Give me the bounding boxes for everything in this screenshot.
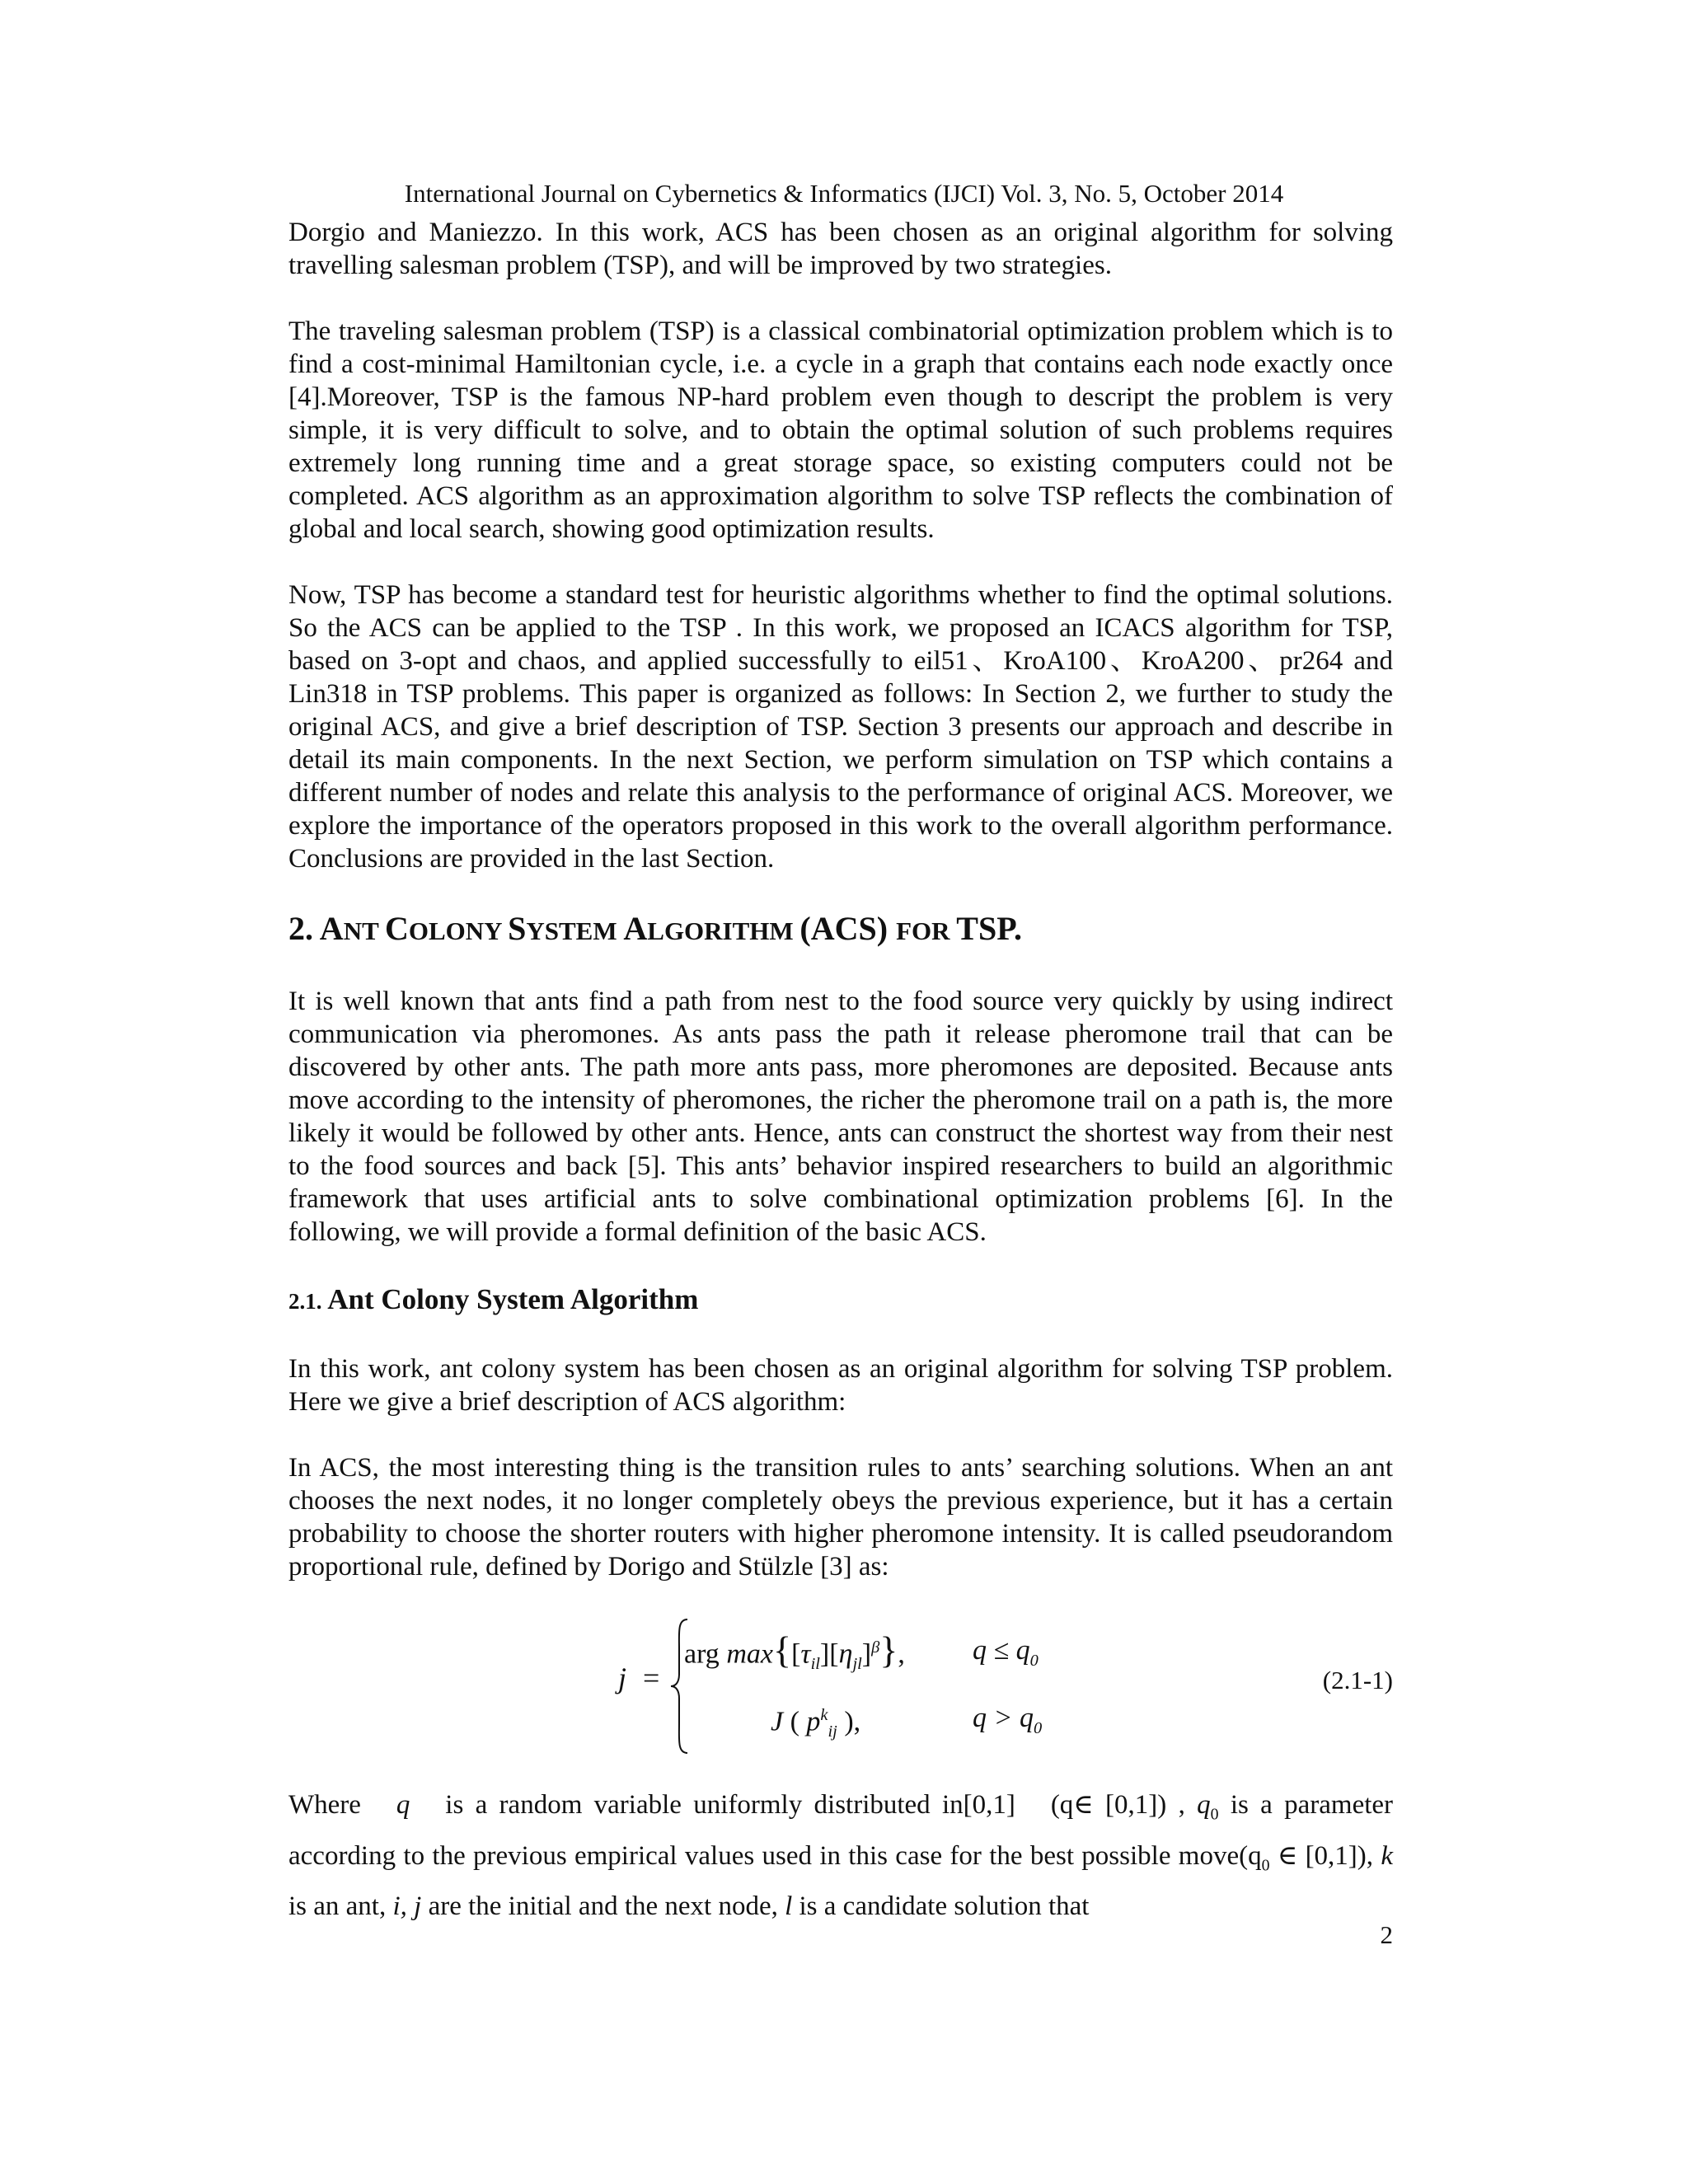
- paragraph-where-definitions: Where q is a random variable uniformly distributed in[0,1] (q∈ [0,1]) , $q_0$ is a parameter according to the previous empirical values used in this case for the best possible $move(q_0$ ∈ [0,1]), k is an ant, i, j are the initial and the next node, l is a candidate solution that: [288, 1790, 1394, 1922]
- section-number: 2.: [288, 910, 320, 947]
- text-run: is a candidate solution that: [799, 1891, 1090, 1922]
- body-content: [288, 216, 1393, 1927]
- running-header: International Journal on Cybernetics & Informatics (IJCI) Vol. 3, No. 5, October 2014: [404, 179, 1284, 208]
- page-number: 2: [1380, 1920, 1393, 1949]
- equation-equals: =: [643, 1661, 660, 1694]
- subsection-2-1-heading: [288, 1282, 1393, 1319]
- text-run: (q: [1239, 1840, 1262, 1871]
- condition-text: q > q: [973, 1703, 1034, 1733]
- equation-condition-1: [973, 1634, 1039, 1677]
- condition-subscript: 0: [1029, 1651, 1039, 1670]
- heading-word-cap: A: [623, 910, 648, 947]
- interval: [0,1]: [963, 1790, 1015, 1820]
- heading-word-cap: A: [319, 910, 344, 947]
- tau-symbol: τ: [800, 1638, 811, 1670]
- equation-condition-2: [973, 1702, 1042, 1745]
- heading-word-cap: S: [508, 910, 527, 947]
- text-run: is a parameter according to the previous empirical values used in this case for the best possible move: [288, 1790, 1394, 1871]
- var-q0-subscript: 0: [1210, 1805, 1219, 1824]
- text-run: is an ant,: [288, 1891, 387, 1922]
- section-2-heading: [288, 908, 1393, 952]
- heading-word-rest: YSTEM: [526, 916, 624, 945]
- paragraph-transition-rules: In ACS, the most interesting thing is the transition rules to ants’ searching solutions. When an ant chooses the next nodes, it no longer completely obeys the previous experience, but it has a certain probability to choose the shorter routers with higher pheromone intensity. It is called pseudorandom proportional rule, defined by Dorigo and Stülzle [3] as:: [288, 1453, 1393, 1582]
- eta-symbol: η: [838, 1638, 853, 1670]
- text-run: is a random variable uniformly distributed in: [445, 1790, 964, 1820]
- paragraph-paper-organization: Now, TSP has become a standard test for heuristic algorithms whether to find the optimal solutions. So the ACS can be applied to the TSP . In this work, we proposed an ICACS algorithm for TSP, based on 3-opt and chaos, and applied successfully to eil51、KroA100、KroA200、pr264 and Lin318 in TSP problems. This paper is organized as follows: In Section 2, we further to study the original ACS, and give a brief description of TSP. Section 3 presents our approach and describe in detail its main components. In the next Section, we perform simulation on TSP which contains a different number of nodes and relate this analysis to the performance of original ACS. Moreover, we explore the importance of the operators proposed in this work to the overall algorithm performance. Conclusions are provided in the last Section.: [288, 580, 1393, 874]
- p-symbol: p: [806, 1706, 821, 1737]
- var-q: q: [396, 1790, 410, 1820]
- brace-open-icon: {: [772, 1629, 792, 1671]
- text-run: Where: [288, 1790, 361, 1820]
- interval-q: (q∈ [0,1]): [1050, 1790, 1167, 1820]
- subsection-title: Ant Colony System Algorithm: [327, 1283, 699, 1315]
- var-k: k: [1381, 1840, 1394, 1871]
- heading-tsp: TSP.: [956, 910, 1022, 947]
- equation-lhs: j: [618, 1661, 627, 1694]
- J-symbol: J: [771, 1706, 784, 1737]
- condition-text: q ≤ q: [973, 1635, 1030, 1666]
- subsection-number: 2.1.: [288, 1289, 328, 1314]
- text-run: are the initial and the next node,: [428, 1891, 778, 1922]
- eta-subscript: jl: [852, 1655, 862, 1674]
- var-q0: q: [1197, 1790, 1211, 1820]
- var-i-j: i, j: [392, 1891, 422, 1922]
- equation-number: (2.1-1): [1322, 1666, 1393, 1694]
- p-superscript: k: [820, 1706, 828, 1724]
- max-label: max: [726, 1638, 773, 1670]
- heading-for: FOR: [896, 916, 957, 945]
- equation-2-1-1: [288, 1616, 1393, 1756]
- beta-exponent: β: [871, 1638, 880, 1657]
- heading-word-rest: NT: [343, 916, 385, 945]
- equation-case-J: J ( $p^k_{ij}$ ),: [771, 1706, 861, 1741]
- condition-subscript: 0: [1033, 1718, 1043, 1737]
- paragraph-ants-behavior: It is well known that ants find a path from nest to the food source very quickly by using indirect communication via pheromones. As ants pass the path it release pheromone trail that can be discovered by other ants. The path more ants pass, more pheromones are deposited. Because ants move according to the intensity of pheromones, the richer the pheromone trail on a path is, the more likely it would be followed by other ants. Hence, ants can construct the shortest way from their nest to the food sources and back [5]. This ants’ behavior inspired researchers to build an algorithmic framework that uses artificial ants to solve combinational optimization problems [6]. In the following, we will provide a formal definition of the basic ACS.: [288, 987, 1393, 1247]
- var-l: l: [785, 1891, 793, 1922]
- paragraph-acs-chosen: In this work, ant colony system has been chosen as an original algorithm for solving TSP problem. Here we give a brief description of ACS algorithm:: [288, 1354, 1393, 1417]
- text-run: ,: [1366, 1840, 1374, 1871]
- paragraph-tsp-definition: The traveling salesman problem (TSP) is a classical combinatorial optimization problem which is to find a cost-minimal Hamiltonian cycle, i.e. a cycle in a graph that contains each node exactly once [4].Moreover, TSP is the famous NP-hard problem even though to descript the problem is very simple, it is very difficult to solve, and to obtain the optimal solution of such problems requires extremely long running time and a great storage space, so existing computers could not be completed. ACS algorithm as an approximation algorithm to solve TSP reflects the combination of global and local search, showing good optimization results.: [288, 316, 1393, 544]
- heading-word-rest: LGORITHM: [647, 916, 800, 945]
- heading-acs: (ACS): [799, 910, 897, 947]
- paragraph-intro-continued: Dorgio and Maniezzo. In this work, ACS has been chosen as an original algorithm for solving travelling salesman problem (TSP), and will be improved by two strategies.: [288, 218, 1393, 280]
- p-subscript: ij: [828, 1722, 837, 1741]
- text-subscript: 0: [1261, 1856, 1270, 1875]
- brace-close-icon: }: [879, 1629, 898, 1671]
- text-run: ∈ [0,1]): [1277, 1840, 1367, 1871]
- tau-subscript: il: [810, 1655, 820, 1674]
- heading-word-rest: OLONY: [408, 916, 509, 945]
- argmax-label: arg: [684, 1638, 720, 1670]
- heading-word-cap: C: [384, 910, 409, 947]
- equation-case-argmax: arg $\max\{[\tau_{il}][\eta_{jl}]^\beta\}$,: [684, 1629, 905, 1674]
